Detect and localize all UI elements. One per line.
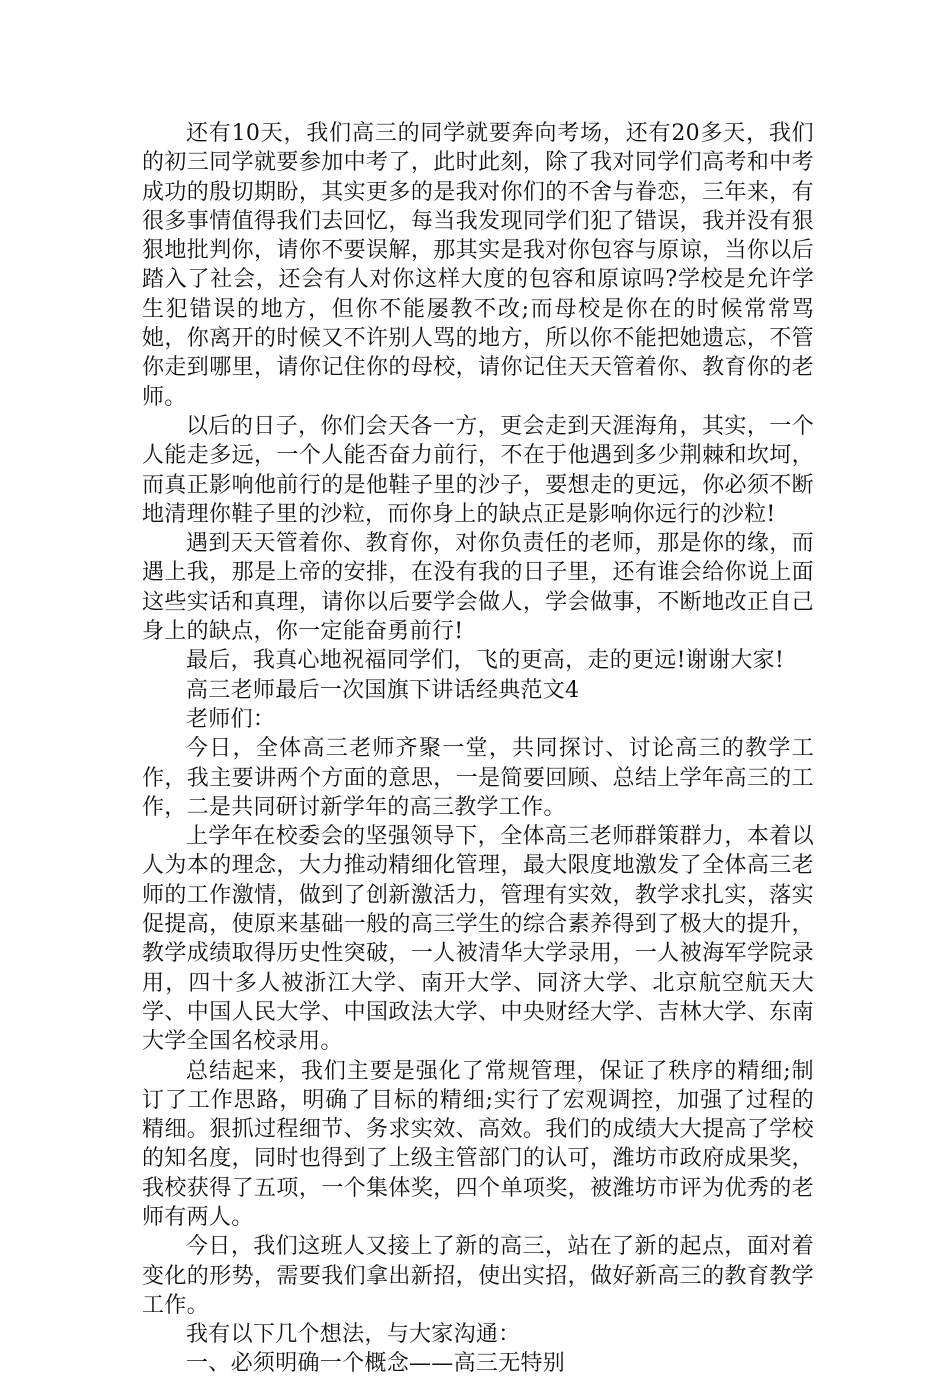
- paragraph-teacher-fate: 遇到天天管着你、教育你，对你负责任的老师，那是你的缘，而遇上我，那是上帝的安排，在没有我的日子里，还有谁会给你说上面这些实话和真理，请你以后要学会做人，学会做事，不断地改正自己身上的缺点，你一定能奋勇前行!: [142, 531, 814, 645]
- paragraph-intro: 今日，全体高三老师齐聚一堂，共同探讨、讨论高三的教学工作，我主要讲两个方面的意思，一是简要回顾、总结上学年高三的工作，二是共同研讨新学年的高三教学工作。: [142, 736, 814, 820]
- document-body: [142, 119, 814, 1379]
- paragraph-exam-countdown: 还有10天，我们高三的同学就要奔向考场，还有20多天，我们的初三同学就要参加中考了，此时此刻，除了我对同学们高考和中考成功的殷切期盼，其实更多的是我对你们的不舍与眷恋，三年来，有很多事情值得我们去回忆，每当我发现同学们犯了错误，我并没有狠狠地批判你，请你不要误解，那其实是我对你包容与原谅，当你以后踏入了社会，还会有人对你这样大度的包容和原谅吗?学校是允许学生犯错误的地方，但你不能屡教不改;而母校是你在的时候常常骂她，你离开的时候又不许别人骂的地方，所以你不能把她遗忘，不管你走到哪里，请你记住你的母校，请你记住天天管着你、教育你的老师。: [142, 121, 814, 410]
- paragraph-future-days: 以后的日子，你们会天各一方，更会走到天涯海角，其实，一个人能走多远，一个人能否奋力前行，不在于他遇到多少荆棘和坎坷，而真正影响他前行的是他鞋子里的沙子，要想走的更远，你必须不断地清理你鞋子里的沙粒，而你身上的缺点正是影响你远行的沙粒!: [142, 413, 814, 527]
- paragraph-last-year-review: 上学年在校委会的坚强领导下，全体高三老师群策群力，本着以人为本的理念，大力推动精细化管理，最大限度地激发了全体高三老师的工作激情，做到了创新激活力，管理有实效，教学求扎实，落实促提高，使原来基础一般的高三学生的综合素养得到了极大的提升，教学成绩取得历史性突破，一人被清华大学录用，一人被海军学院录用，四十多人被浙江大学、南开大学、同济大学、北京航空航天大学、中国人民大学、中国政法大学、中央财经大学、吉林大学、东南大学全国名校录用。: [142, 824, 814, 1055]
- paragraph-closing-wishes: 最后，我真心地祝福同学们，飞的更高，走的更远!谢谢大家!: [186, 648, 785, 674]
- paragraph-new-start: 今日，我们这班人又接上了新的高三，站在了新的起点，面对着变化的形势，需要我们拿出新招，使出实招，做好新高三的教育教学工作。: [142, 1234, 814, 1318]
- section-title: 高三老师最后一次国旗下讲话经典范文4: [186, 677, 580, 703]
- paragraph-summary: 总结起来，我们主要是强化了常规管理，保证了秩序的精细;制订了工作思路，明确了目标的精细;实行了宏观调控，加强了过程的精细。狠抓过程细节、务求实效、高效。我们的成绩大大提高了学校的知名度，同时也得到了上级主管部门的认可，潍坊市政府成果奖，我校获得了五项，一个集体奖，四个单项奖，被潍坊市评为优秀的老师有两人。: [142, 1058, 814, 1230]
- paragraph-point-one: 一、必须明确一个概念——高三无特别: [186, 1351, 566, 1377]
- salutation: 老师们：: [186, 706, 276, 732]
- paragraph-ideas-intro: 我有以下几个想法，与大家沟通：: [186, 1322, 521, 1348]
